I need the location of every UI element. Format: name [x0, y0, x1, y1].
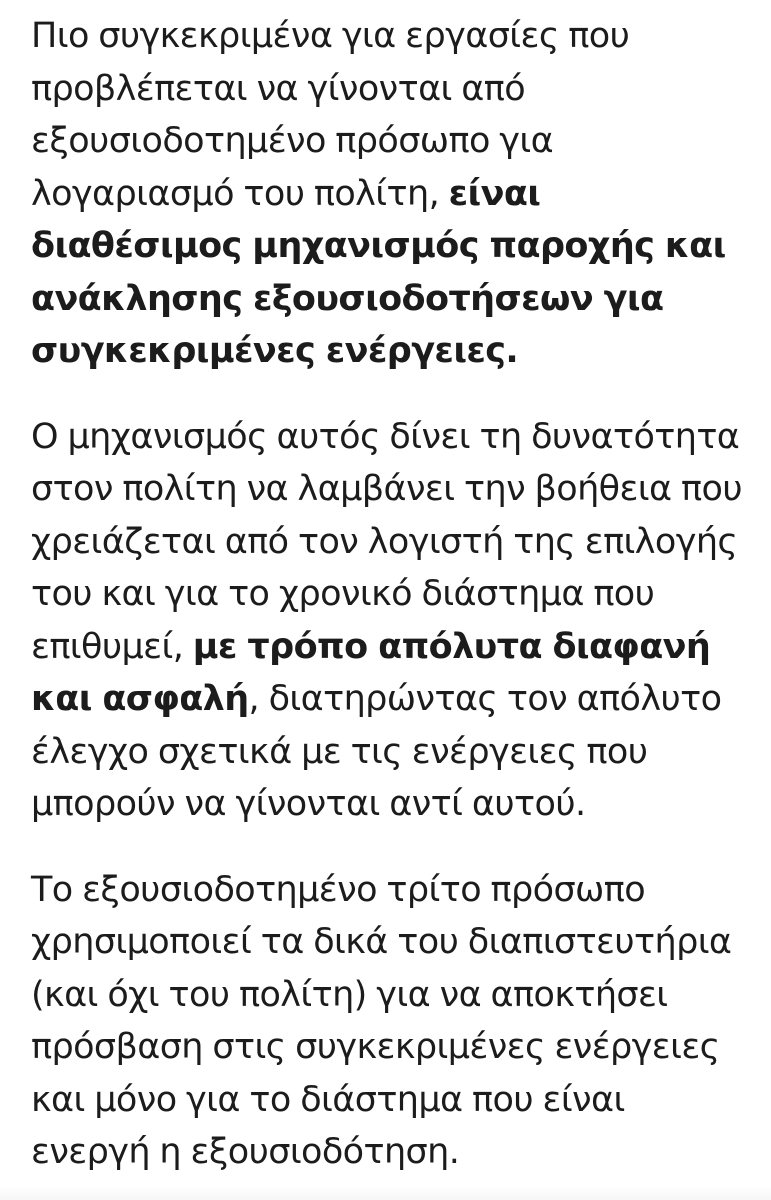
text-line — [31, 778, 761, 831]
text-line — [31, 568, 761, 621]
body-text: , διατηρώντας τον απόλυτο — [248, 679, 722, 719]
body-text: μπορούν να γίνονται αντί αυτού. — [31, 784, 586, 824]
paragraph — [31, 10, 761, 378]
text-line — [31, 726, 761, 779]
body-text: Το εξουσιοδοτημένο τρίτο πρόσωπο — [31, 869, 646, 910]
text-line — [31, 220, 761, 273]
text-line — [31, 168, 761, 221]
text-line — [31, 673, 761, 726]
body-text: και μόνο για το διάστημα που είναι — [31, 1079, 625, 1120]
body-text: έλεγχο σχετικά με τις ενέργειες που — [31, 731, 648, 772]
paragraph — [31, 411, 761, 831]
text-line — [31, 1021, 761, 1074]
paragraph — [31, 864, 761, 1179]
body-text: Ο μηχανισμός αυτός δίνει τη δυνατότητα — [31, 416, 740, 457]
bold-text: ανάκλησης εξουσιοδοτήσεων για — [31, 278, 664, 319]
body-text: προβλέπεται να γίνονται από — [31, 68, 526, 109]
body-text: χρειάζεται από τον λογιστή της επιλογής — [31, 521, 738, 562]
text-line — [31, 63, 761, 116]
text-line — [31, 411, 761, 464]
body-text: πρόσβαση στις συγκεκριμένες ενέργειες — [31, 1027, 720, 1067]
text-line — [31, 1074, 761, 1127]
body-text: εξουσιοδοτημένο πρόσωπο για — [31, 121, 554, 161]
body-text: λογαριασμό του πολίτη, — [31, 173, 449, 214]
text-line — [31, 273, 761, 326]
text-line — [31, 621, 761, 674]
bottom-fade — [0, 1186, 771, 1200]
text-line — [31, 10, 761, 63]
body-text: επιθυμεί, — [31, 626, 193, 667]
bold-text: είναι — [448, 173, 541, 214]
text-line — [31, 463, 761, 516]
bold-text: συγκεκριμένες ενέργειες. — [31, 331, 519, 371]
body-text: χρησιμοποιεί τα δικά του διαπιστευτήρια — [31, 922, 732, 962]
bold-text: και ασφαλή — [31, 679, 249, 719]
bold-text: με τρόπο απόλυτα διαφανή — [192, 626, 711, 667]
body-text: (και όχι του πολίτη) για να αποκτήσει — [31, 974, 668, 1015]
text-line — [31, 325, 761, 378]
text-line — [31, 1126, 761, 1179]
text-line — [31, 969, 761, 1022]
bold-text: διαθέσιμος μηχανισμός παροχής και — [31, 226, 726, 266]
body-text: στον πολίτη να λαμβάνει την βοήθεια που — [31, 469, 742, 509]
text-line — [31, 115, 761, 168]
body-text: ενεργή η εξουσιοδότηση. — [31, 1132, 460, 1172]
body-text: Πιο συγκεκριμένα για εργασίες που — [31, 16, 630, 56]
article-body — [31, 10, 761, 1179]
body-text: του και για το χρονικό διάστημα που — [31, 574, 655, 614]
text-line — [31, 916, 761, 969]
text-line — [31, 516, 761, 569]
text-line — [31, 864, 761, 917]
